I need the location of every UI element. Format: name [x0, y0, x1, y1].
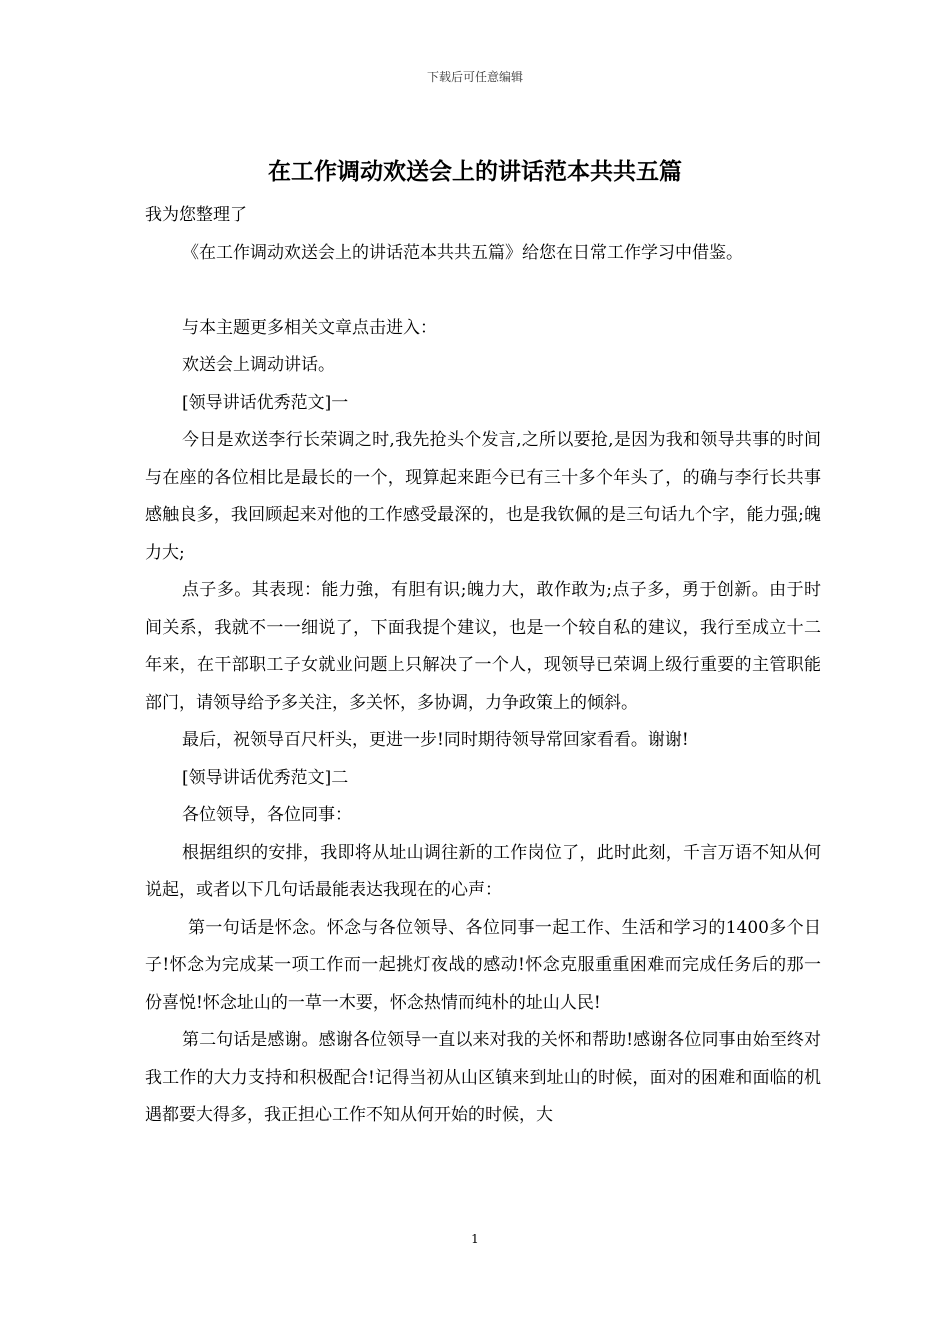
paragraph: 第一句话是怀念。怀念与各位领导、各位同事一起工作、生活和学习的1400多个日子!怀念为完成某一项工作而一起挑灯夜战的感动!怀念克服重重困难而完成任务后的那一份喜悦!怀念址山的一草一木要，怀念热情而纯朴的址山人民!: [145, 917, 821, 1013]
paragraph: 与本主题更多相关文章点击进入：: [182, 317, 437, 338]
document-body: [145, 197, 821, 1135]
paragraph: 欢送会上调动讲话。: [182, 355, 335, 375]
page-header-note: 下载后可任意编辑: [426, 70, 523, 84]
paragraph: 第二句话是感谢。感谢各位领导一直以来对我的关怀和帮助!感谢各位同事由始至终对我工作的大力支持和积极配合!记得当初从山区镇来到址山的时候，面对的困难和面临的机遇都要大得多，我正担心工作不知从何开始的时候，大: [145, 1030, 821, 1125]
paragraph: 各位领导，各位同事：: [182, 805, 352, 825]
page-number: 1: [471, 1232, 479, 1246]
paragraph: 最后，祝领导百尺杆头，更进一步!同时期待领导常回家看看。谢谢!: [182, 730, 689, 750]
paragraph: 我为您整理了: [145, 205, 247, 225]
section-heading: [领导讲话优秀范文]二: [182, 767, 349, 788]
paragraph: 根据组织的安排，我即将从址山调往新的工作岗位了，此时此刻，千言万语不知从何说起，或者以下几句话最能表达我现在的心声：: [145, 842, 821, 900]
paragraph: 今日是欢送李行长荣调之时,我先抢头个发言,之所以要抢,是因为我和领导共事的时间与在座的各位相比是最长的一个，现算起来距今已有三十多个年头了，的确与李行长共事感触良多，我回顾起来对他的工作感受最深的，也是我钦佩的是三句话九个字，能力强;魄力大;: [145, 430, 821, 563]
paragraph: 《在工作调动欢送会上的讲话范本共共五篇》给您在日常工作学习中借鉴。: [182, 242, 743, 263]
document-title: 在工作调动欢送会上的讲话范本共共五篇: [268, 159, 682, 185]
section-heading: [领导讲话优秀范文]一: [182, 392, 349, 413]
paragraph: 点子多。其表现：能力強，有胆有识;魄力大，敢作敢为;点子多，勇于创新。由于时间关系，我就不一一细说了，下面我提个建议，也是一个较自私的建议，我行至成立十二年来，在干部职工子女就业问题上只解决了一个人，现领导已荣调上级行重要的主管职能部门，请领导给予多关注，多关怀，多协调，力争政策上的倾斜。: [145, 580, 821, 713]
